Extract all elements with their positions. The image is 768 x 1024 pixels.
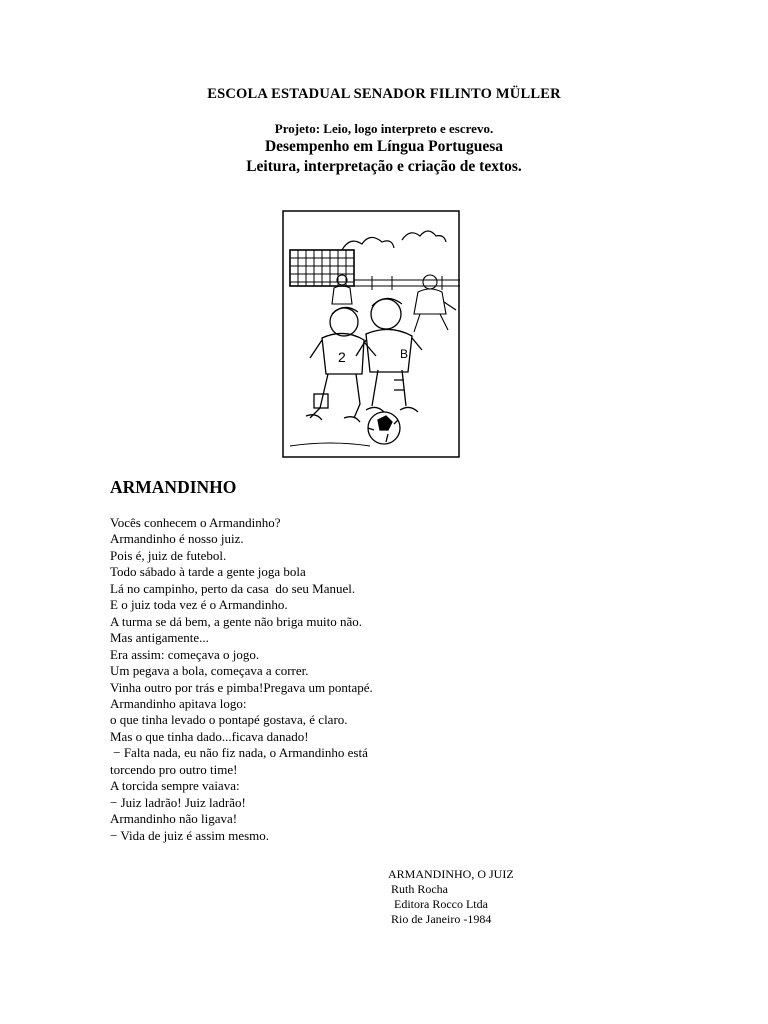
poem-text: [110, 515, 373, 844]
poem-line: E o juiz toda vez é o Armandinho.: [110, 597, 288, 613]
book-credits: [388, 867, 514, 927]
poem-line: Armandinho apitava logo:: [110, 695, 247, 711]
credit-line: ARMANDINHO, O JUIZ: [388, 867, 514, 881]
poem-line: Todo sábado à tarde a gente joga bola: [110, 564, 306, 580]
poem-line: Vocês conhecem o Armandinho?: [110, 515, 281, 530]
poem-line: Pois é, juiz de futebol.: [110, 547, 227, 563]
project-line: Projeto: Leio, logo interpreto e escrevo.: [274, 121, 494, 136]
poem-line: o que tinha levado o pontapé gostava, é claro.: [110, 712, 348, 728]
poem-line: Mas o que tinha dado...ficava danado!: [110, 728, 309, 744]
poem-line: Lá no campinho, perto da casa do seu Manuel.: [110, 580, 356, 596]
svg-text:2: 2: [338, 349, 346, 365]
story-title: ARMANDINHO: [110, 477, 237, 497]
poem-line: Mas antigamente...: [110, 630, 209, 646]
credit-line: Rio de Janeiro -1984: [388, 912, 492, 926]
poem-line: − Juiz ladrão! Juiz ladrão!: [110, 794, 246, 810]
poem-line: A torcida sempre vaiava:: [110, 778, 240, 794]
poem-line: Armandinho é nosso juiz.: [110, 531, 244, 547]
subtitle-line: Leitura, interpretação e criação de textos.: [246, 158, 522, 175]
svg-text:B: B: [400, 347, 409, 361]
credit-line: Editora Rocco Ltda: [388, 897, 488, 911]
children-playing-soccer-illustration: [282, 210, 460, 458]
poem-line: A turma se dá bem, a gente não briga muito não.: [110, 613, 362, 629]
poem-line: − Falta nada, eu não fiz nada, o Armandinho está: [110, 745, 368, 761]
poem-line: − Vida de juiz é assim mesmo.: [110, 827, 270, 843]
credit-line: Ruth Rocha: [388, 882, 448, 896]
poem-line: Um pegava a bola, começava a correr.: [110, 663, 309, 679]
subject-line: Desempenho em Língua Portuguesa: [264, 138, 504, 155]
poem-line: Vinha outro por trás e pimba!Pregava um pontapé.: [110, 679, 373, 695]
poem-line: Era assim: começava o jogo.: [110, 646, 260, 662]
poem-line: Armandinho não ligava!: [110, 811, 238, 827]
school-name: ESCOLA ESTADUAL SENADOR FILINTO MÜLLER: [207, 86, 561, 102]
poem-line: torcendo pro outro time!: [110, 761, 238, 777]
